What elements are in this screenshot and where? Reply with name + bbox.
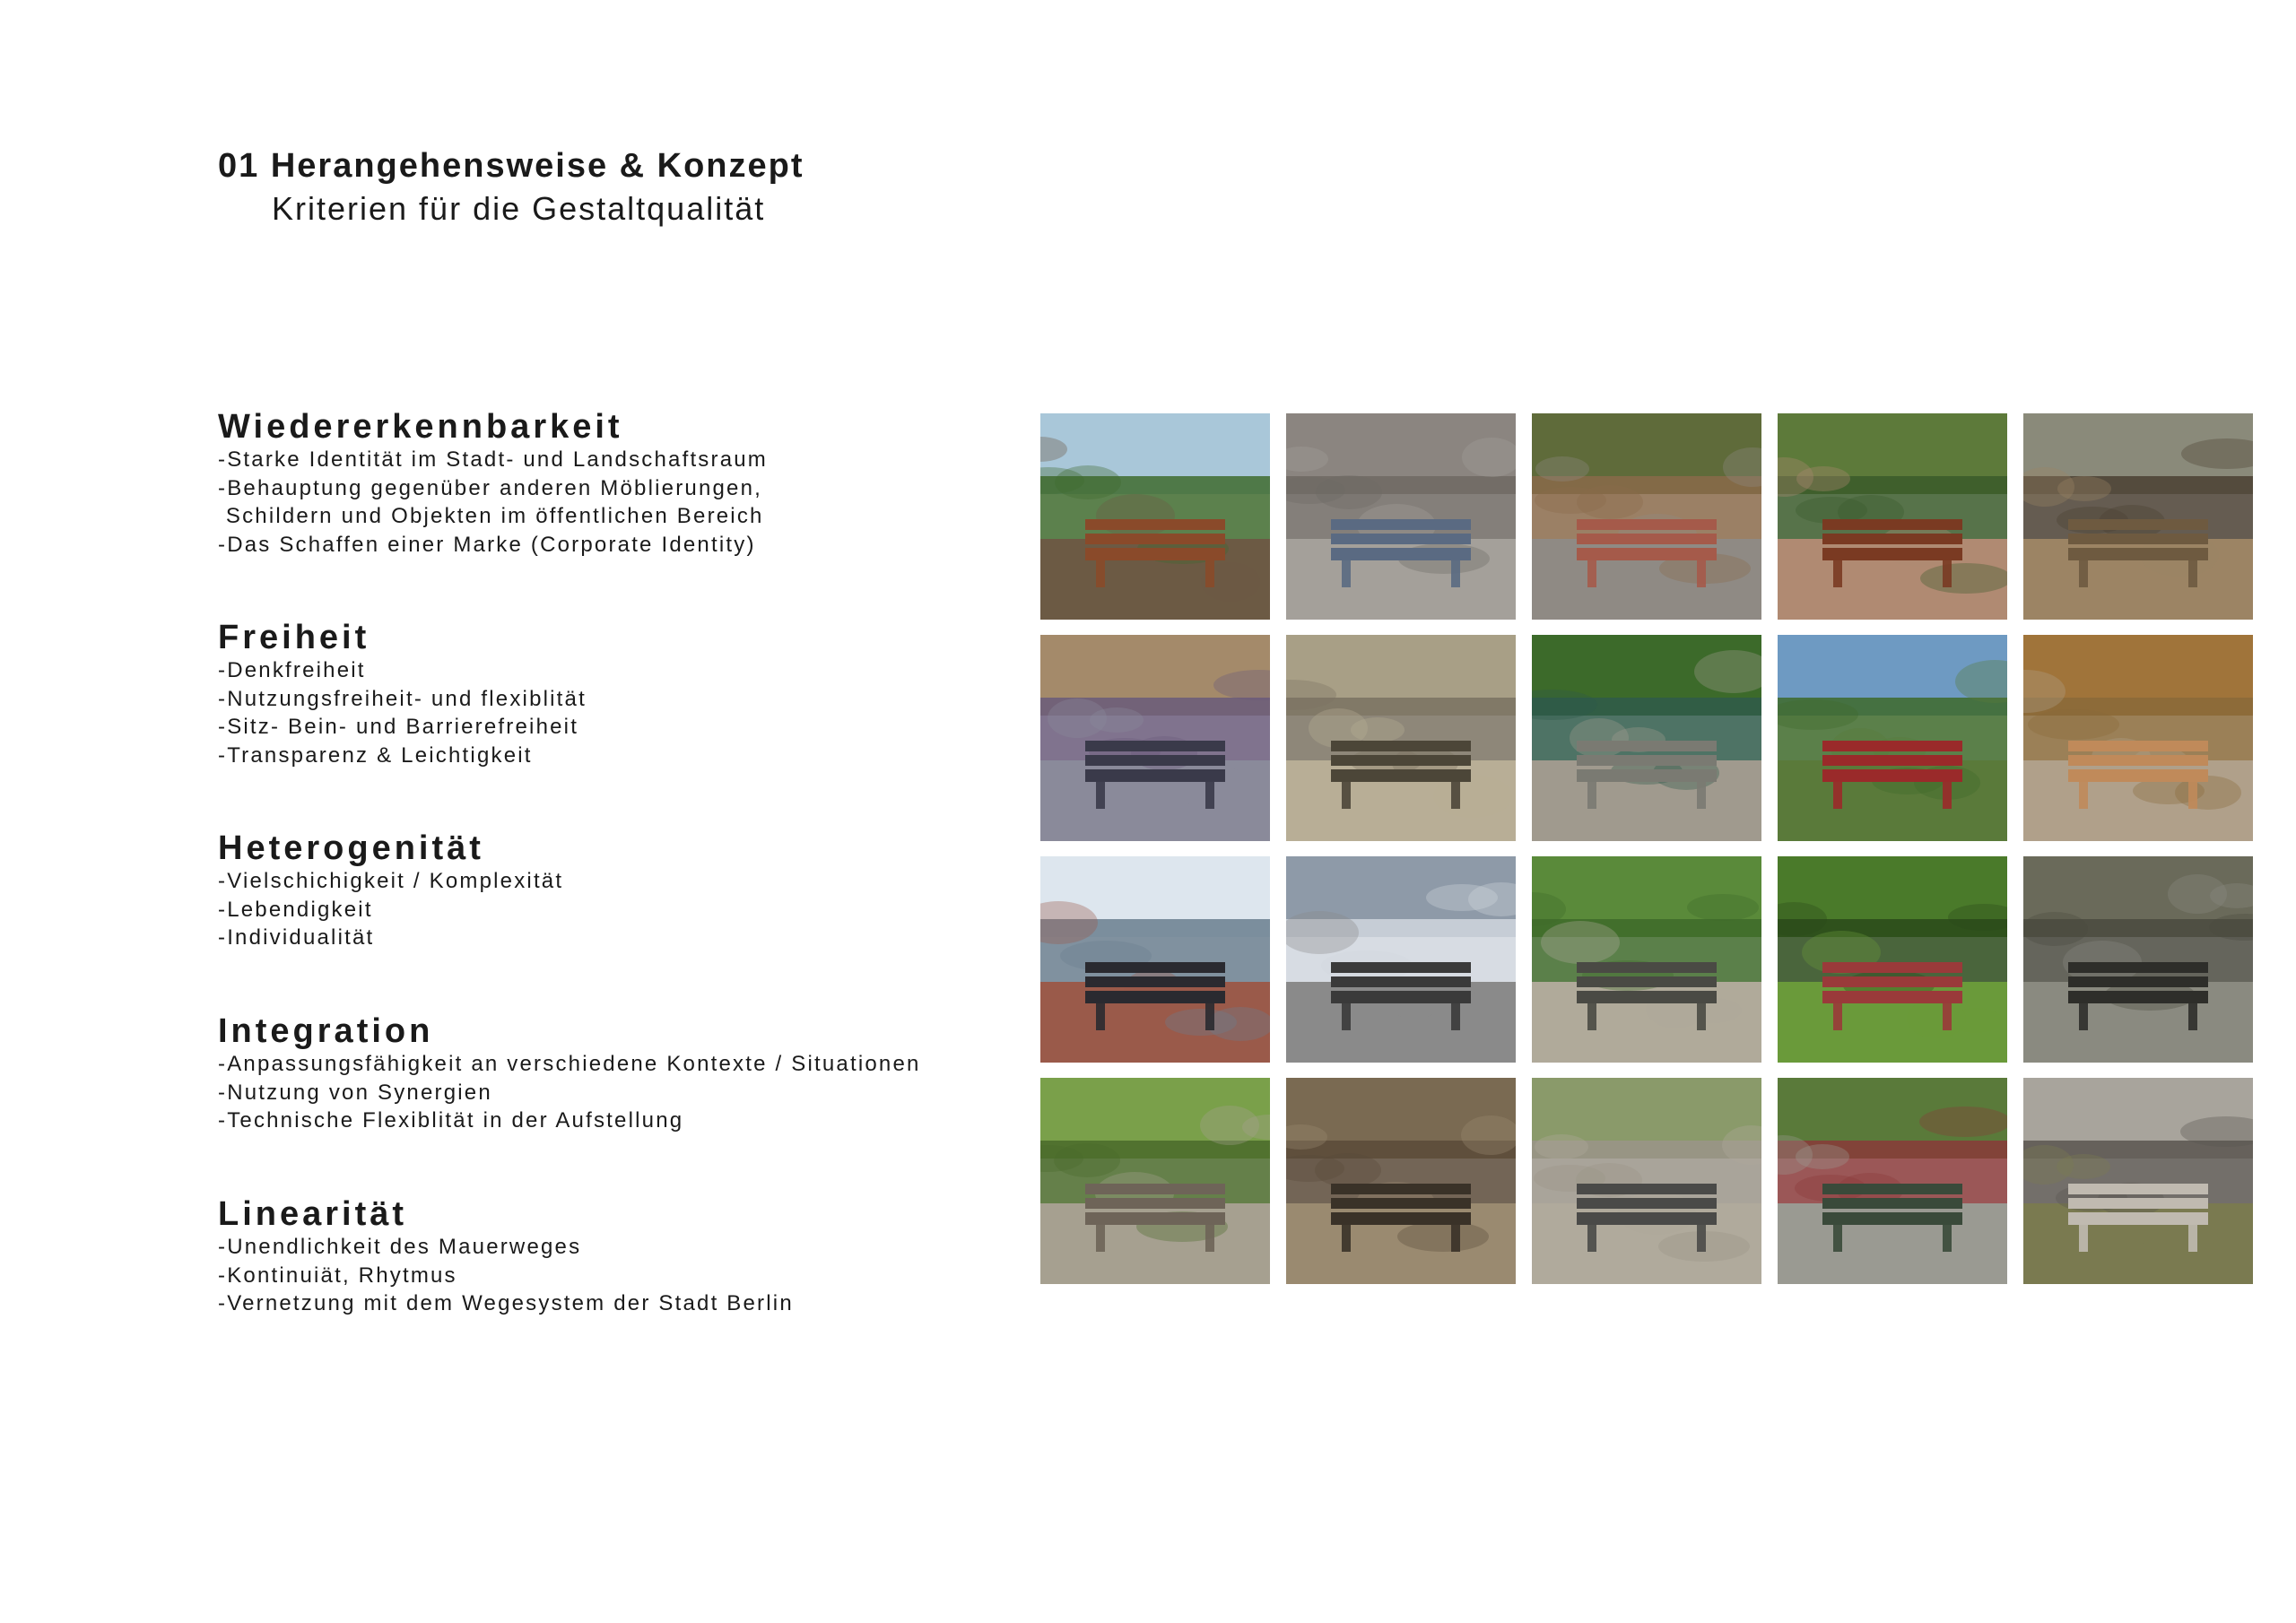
criterion-item: -Individualität	[218, 925, 375, 950]
criterion-item: -Starke Identität im Stadt- und Landschaftsraum	[218, 447, 768, 472]
criterion-title: Heterogenität	[218, 829, 484, 867]
criterion-item: -Unendlichkeit des Mauerweges	[218, 1235, 582, 1259]
photo-bench-at-marina	[1286, 856, 1516, 1063]
criterion-item: -Behauptung gegenüber anderen Möblierungen,	[218, 475, 763, 500]
criterion-heterogenitaet	[218, 829, 1025, 952]
criterion-item: -Denkfreiheit	[218, 658, 366, 682]
page-title: 01 Herangehensweise & Konzept	[218, 147, 804, 185]
photo-wooden-bench-dune-grass	[2023, 635, 2253, 841]
criterion-list	[218, 867, 1025, 952]
photo-graffiti-bench-on-cobblestones	[1286, 413, 1516, 620]
photo-old-bench-under-scaffold	[1286, 1078, 1516, 1284]
criterion-item: -Das Schaffen einer Marke (Corporate Identity)	[218, 532, 756, 557]
criterion-item: -Technische Flexiblität in der Aufstellung	[218, 1108, 684, 1133]
photo-bench-at-boat-dock	[1040, 856, 1270, 1063]
photo-stone-monument-in-woods	[1040, 1078, 1270, 1284]
criterion-title: Integration	[218, 1012, 434, 1050]
criterion-list	[218, 446, 1025, 559]
criterion-item: -Anpassungsfähigkeit an verschiedene Kontexte / Situationen	[218, 1052, 921, 1076]
criterion-wiedererkennbarkeit	[218, 408, 1025, 559]
criterion-title: Linearität	[218, 1195, 408, 1233]
criterion-item: Schildern und Objekten im öffentlichen Bereich	[218, 504, 764, 528]
photo-graffiti-bench-on-lawn	[1778, 856, 2007, 1063]
criterion-list	[218, 1050, 1025, 1135]
page-header	[218, 143, 804, 230]
criterion-item: -Vielschichigkeit / Komplexität	[218, 869, 564, 893]
photo-bench-graffiti-wall	[1532, 413, 1761, 620]
photo-red-bench-by-water	[1778, 635, 2007, 841]
photo-grid	[1040, 413, 2251, 1283]
criterion-item: -Transparenz & Leichtigkeit	[218, 742, 533, 768]
photo-bench-by-fence-in-park	[1532, 856, 1761, 1063]
photo-bench-under-trees	[2023, 856, 2253, 1063]
criterion-item: -Vernetzung mit dem Wegesystem der Stadt Berlin	[218, 1291, 794, 1315]
photo-graffiti-table-bench-promenade	[1040, 635, 1270, 841]
photo-concrete-block-on-pavement	[2023, 1078, 2253, 1284]
criterion-item: -Kontinuiät, Rhytmus	[218, 1263, 457, 1288]
criterion-item: -Nutzungsfreiheit- und flexiblität	[218, 686, 587, 711]
photo-green-park-bench	[1532, 635, 1761, 841]
criterion-item: -Sitz- Bein- und Barrierefreiheit	[218, 715, 579, 739]
photo-lakeside-beer-garden	[1040, 413, 1270, 620]
criterion-title: Freiheit	[218, 619, 370, 656]
criterion-list	[218, 1233, 1025, 1318]
criterion-item: -Nutzung von Synergien	[218, 1080, 492, 1105]
criterion-freiheit	[218, 619, 1025, 769]
photo-concrete-graffiti-blocks	[1532, 1078, 1761, 1284]
criterion-title: Wiedererkennbarkeit	[218, 408, 623, 446]
photo-picnic-table-in-forest	[2023, 413, 2253, 620]
photo-graffiti-wall-bench	[1778, 1078, 2007, 1284]
page-subtitle: Kriterien für die Gestaltqualität	[272, 190, 766, 227]
criterion-item: -Lebendigkeit	[218, 897, 373, 922]
photo-benches-on-plaza	[1286, 635, 1516, 841]
criterion-integration	[218, 1012, 1025, 1135]
criterion-linearitaet	[218, 1195, 1025, 1318]
photo-corten-seat-with-sign	[1778, 413, 2007, 620]
criterion-list	[218, 656, 1025, 769]
